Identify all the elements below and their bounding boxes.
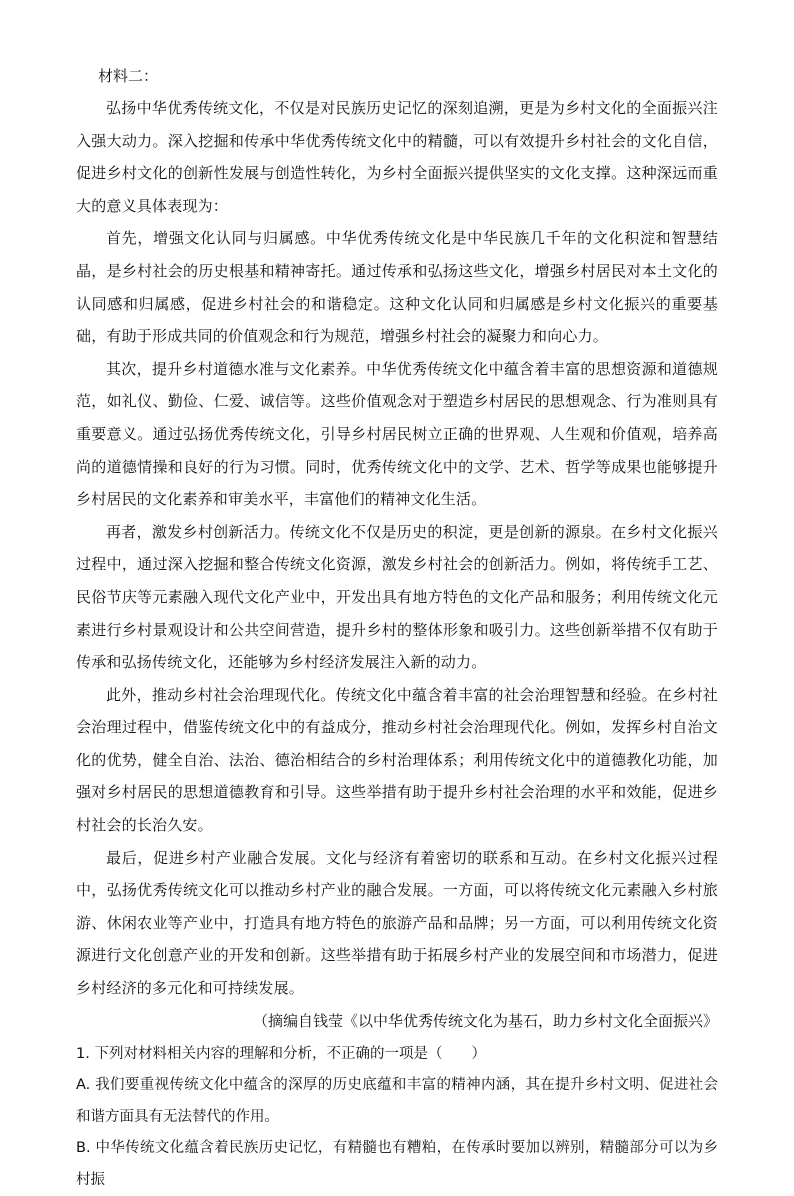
option-b: B. 中华传统文化蕴含着民族历史记忆，有精髓也有糟粕，在传承时要加以辨别，精髓部分可以为乡村振 xyxy=(76,1140,718,1188)
material-paragraph: 最后，促进乡村产业融合发展。文化与经济有着密切的联系和互动。在乡村文化振兴过程中，弘扬优秀传统文化可以推动乡村产业的融合发展。一方面，可以将传统文化元素融入乡村旅游、休闲农业等产业中，打造具有地方特色的旅游产品和品牌；另一方面，可以利用传统文化资源进行文化创意产业的开发和创新。这些举措有助于拓展乡村产业的发展空间和市场潜力，促进乡村经济的多元化和可持续发展。 xyxy=(76,848,718,998)
material-paragraph: 再者，激发乡村创新活力。传统文化不仅是历史的积淀，更是创新的源泉。在乡村文化振兴过程中，通过深入挖掘和整合传统文化资源，激发乡村社会的创新活力。例如，将传统手工艺、民俗节庆等元素融入现代文化产业中，开发出具有地方特色的文化产品和服务；利用传统文化元素进行乡村景观设计和公共空间营造，提升乡村的整体形象和吸引力。这些创新举措不仅有助于传承和弘扬传统文化，还能够为乡村经济发展注入新的动力。 xyxy=(76,522,718,672)
material-paragraph: 弘扬中华优秀传统文化，不仅是对民族历史记忆的深刻追溯，更是为乡村文化的全面振兴注入强大动力。深入挖掘和传承中华优秀传统文化中的精髓，可以有效提升乡村社会的文化自信，促进乡村文化的创新性发展与创造性转化，为乡村全面振兴提供坚实的文化支撑。这种深远而重大的意义具体表现为： xyxy=(76,99,718,215)
material-paragraph: 此外，推动乡村社会治理现代化。传统文化中蕴含着丰富的社会治理智慧和经验。在乡村社会治理过程中，借鉴传统文化中的有益成分，推动乡村社会治理现代化。例如，发挥乡村自治文化的优势，健全自治、法治、德治相结合的乡村治理体系；利用传统文化中的道德教化功能，加强对乡村居民的思想道德教育和引导。这些举措有助于提升乡村社会治理的水平和效能，促进乡村社会的长治久安。 xyxy=(76,685,718,835)
option-a: A. 我们要重视传统文化中蕴含的深厚的历史底蕴和丰富的精神内涵，其在提升乡村文明、促进社会和谐方面具有无法替代的作用。 xyxy=(76,1077,718,1125)
material-paragraph: 其次，提升乡村道德水准与文化素养。中华优秀传统文化中蕴含着丰富的思想资源和道德规范，如礼仪、勤俭、仁爱、诚信等。这些价值观念对于塑造乡村居民的思想观念、行为准则具有重要意义。通过弘扬优秀传统文化，引导乡村居民树立正确的世界观、人生观和价值观，培养高尚的道德情操和良好的行为习惯。同时，优秀传统文化中的文学、艺术、哲学等成果也能够提升乡村居民的文化素养和审美水平，丰富他们的精神文化生活。 xyxy=(76,359,718,509)
material-source: （摘编自钱莹《以中华优秀传统文化为基石，助力乡村文化全面振兴》 xyxy=(252,1011,718,1030)
material-heading: 材料二： xyxy=(98,67,159,85)
material-paragraph: 首先，增强文化认同与归属感。中华优秀传统文化是中华民族几千年的文化积淀和智慧结晶，是乡村社会的历史根基和精神寄托。通过传承和弘扬这些文化，增强乡村居民对本土文化的认同感和归属感，促进乡村社会的和谐稳定。这种文化认同和归属感是乡村文化振兴的重要基础，有助于形成共同的价值观念和行为规范，增强乡村社会的凝聚力和向心力。 xyxy=(76,229,718,346)
question-stem: 1. 下列对材料相关内容的理解和分析，不正确的一项是（ ） xyxy=(76,1045,486,1062)
